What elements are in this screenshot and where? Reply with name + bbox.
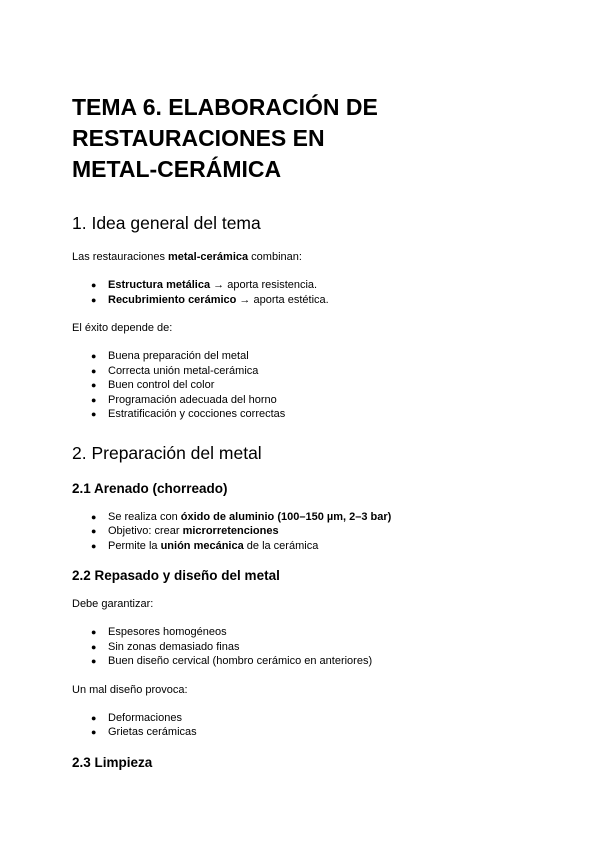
list-item: ● Correcta unión metal-cerámica [91, 364, 259, 377]
bullet-icon: ● [91, 526, 97, 536]
list-item: ● Estratificación y cocciones correctas [91, 408, 286, 420]
bullet-icon: ● [91, 511, 97, 522]
list-item: ● Objetivo: crear microrretenciones [91, 525, 279, 537]
document-page [72, 92, 542, 784]
bullet-icon: ● [91, 712, 97, 723]
intro-paragraph: Las restauraciones metal-cerámica combinan: [72, 251, 302, 263]
subsection-heading: 2.3 Limpieza [72, 754, 153, 770]
bullet-icon: ● [91, 727, 97, 737]
combine-list [72, 278, 542, 307]
list-item: ● Espesores homogéneos [91, 626, 227, 638]
bullet-icon: ● [91, 351, 97, 361]
list-item: ● Grietas cerámicas [91, 726, 197, 738]
guarantee-intro: Debe garantizar: [72, 598, 154, 610]
section-heading: 2. Preparación del metal [72, 442, 262, 463]
bullet-icon: ● [91, 627, 97, 637]
title-line: METAL-CERÁMICA [72, 156, 282, 182]
list-item: ● Estructura metálica → aporta resistencia. [91, 279, 318, 291]
list-item: ● Buen control del color [91, 379, 215, 391]
list-item: ● Se realiza con óxido de aluminio (100–150 µm, 2–3 bar) [91, 510, 392, 523]
title-line: TEMA 6. ELABORACIÓN DE [72, 94, 378, 120]
success-list [72, 349, 542, 422]
subsection-heading: 2.1 Arenado (chorreado) [72, 480, 228, 496]
bullet-icon: ● [91, 394, 97, 405]
list-item: ● Recubrimiento cerámico → aporta estética. [91, 293, 329, 306]
success-intro: El éxito depende de: [72, 322, 173, 334]
guarantee-list [72, 625, 542, 669]
bullet-icon: ● [91, 365, 97, 376]
list-item: ● Sin zonas demasiado finas [91, 640, 240, 653]
section-heading: 1. Idea general del tema [72, 213, 261, 233]
arenado-list [72, 510, 542, 554]
bullet-icon: ● [91, 540, 97, 551]
subsection-heading: 2.2 Repasado y diseño del metal [72, 568, 280, 583]
bullet-icon: ● [91, 409, 97, 419]
bad-design-list [72, 711, 542, 740]
bullet-icon: ● [91, 294, 97, 305]
bullet-icon: ● [91, 641, 97, 652]
list-item: ● Permite la unión mecánica de la cerámica [91, 539, 319, 552]
list-item: ● Buen diseño cervical (hombro cerámico en anteriores) [91, 655, 373, 667]
document-title [72, 92, 542, 185]
bad-design-intro: Un mal diseño provoca: [72, 683, 188, 696]
bullet-icon: ● [91, 656, 97, 666]
title-line: RESTAURACIONES EN [72, 125, 325, 151]
list-item: ● Programación adecuada del horno [91, 393, 277, 406]
list-item: ● Buena preparación del metal [91, 350, 249, 362]
list-item: ● Deformaciones [91, 711, 182, 724]
bullet-icon: ● [91, 380, 97, 390]
bullet-icon: ● [91, 280, 97, 290]
